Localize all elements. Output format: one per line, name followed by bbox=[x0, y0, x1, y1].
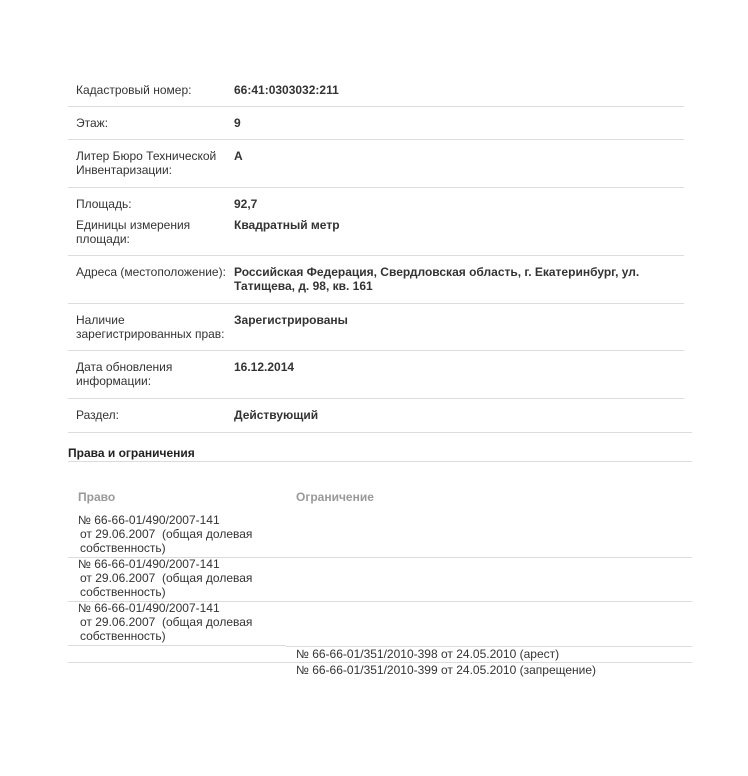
info-row-address bbox=[68, 256, 684, 304]
info-row-registered bbox=[68, 304, 684, 351]
right-number: № 66-66-01/490/2007-141 bbox=[78, 557, 220, 571]
info-label: Наличие зарегистрированных прав: bbox=[76, 313, 225, 341]
info-row-cadastral bbox=[68, 74, 684, 107]
column-header-right: Право bbox=[78, 490, 116, 504]
right-type: (общая долевая собственность) bbox=[80, 615, 253, 643]
info-row-liter bbox=[68, 140, 684, 188]
info-label: Дата обновления информации: bbox=[76, 360, 173, 388]
right-date: от 29.06.2007 bbox=[80, 615, 156, 629]
right-date: от 29.06.2007 bbox=[80, 527, 156, 541]
info-label: Площадь: bbox=[76, 197, 132, 211]
rights-section-title: Права и ограничения bbox=[68, 446, 692, 462]
right-type: (общая долевая собственность) bbox=[80, 527, 253, 555]
info-label: Раздел: bbox=[76, 408, 119, 422]
info-value: Зарегистрированы bbox=[234, 313, 348, 327]
info-row-area bbox=[68, 188, 684, 256]
right-entry bbox=[68, 601, 286, 646]
info-value: 66:41:0303032:211 bbox=[234, 83, 339, 97]
info-value: Действующий bbox=[234, 408, 319, 422]
info-label: Кадастровый номер: bbox=[76, 83, 192, 97]
info-value: 92,7 bbox=[234, 197, 258, 211]
info-label: Адреса (местоположение): bbox=[76, 265, 226, 279]
restriction-entry: № 66-66-01/351/2010-398 от 24.05.2010 (арест) bbox=[296, 647, 560, 661]
info-value: 16.12.2014 bbox=[234, 360, 295, 374]
right-number: № 66-66-01/490/2007-141 bbox=[78, 601, 220, 615]
info-label: Литер Бюро Технической Инвентаризации: bbox=[76, 149, 217, 177]
restriction-entry: № 66-66-01/351/2010-399 от 24.05.2010 (запрещение) bbox=[296, 663, 597, 677]
row-divider bbox=[286, 557, 692, 558]
info-value: Российская Федерация, Свердловская область, г. Екатеринбург, ул. Татищева, д. 98, кв. 161 bbox=[234, 265, 640, 293]
right-entry bbox=[68, 513, 286, 558]
info-value: 9 bbox=[234, 116, 241, 130]
right-date: от 29.06.2007 bbox=[80, 571, 156, 585]
right-entry bbox=[68, 557, 286, 602]
info-label: Единицы измерения площади: bbox=[76, 218, 191, 246]
info-value: А bbox=[234, 149, 243, 163]
info-row-updated bbox=[68, 351, 684, 399]
column-header-restriction: Ограничение bbox=[296, 490, 374, 504]
property-info-table bbox=[68, 74, 684, 433]
right-type: (общая долевая собственность) bbox=[80, 571, 253, 599]
info-label: Этаж: bbox=[76, 116, 109, 130]
info-row-floor bbox=[68, 107, 684, 140]
info-row-section bbox=[68, 399, 692, 433]
row-divider bbox=[286, 601, 692, 602]
info-value: Квадратный метр bbox=[234, 218, 340, 232]
right-number: № 66-66-01/490/2007-141 bbox=[78, 513, 220, 527]
